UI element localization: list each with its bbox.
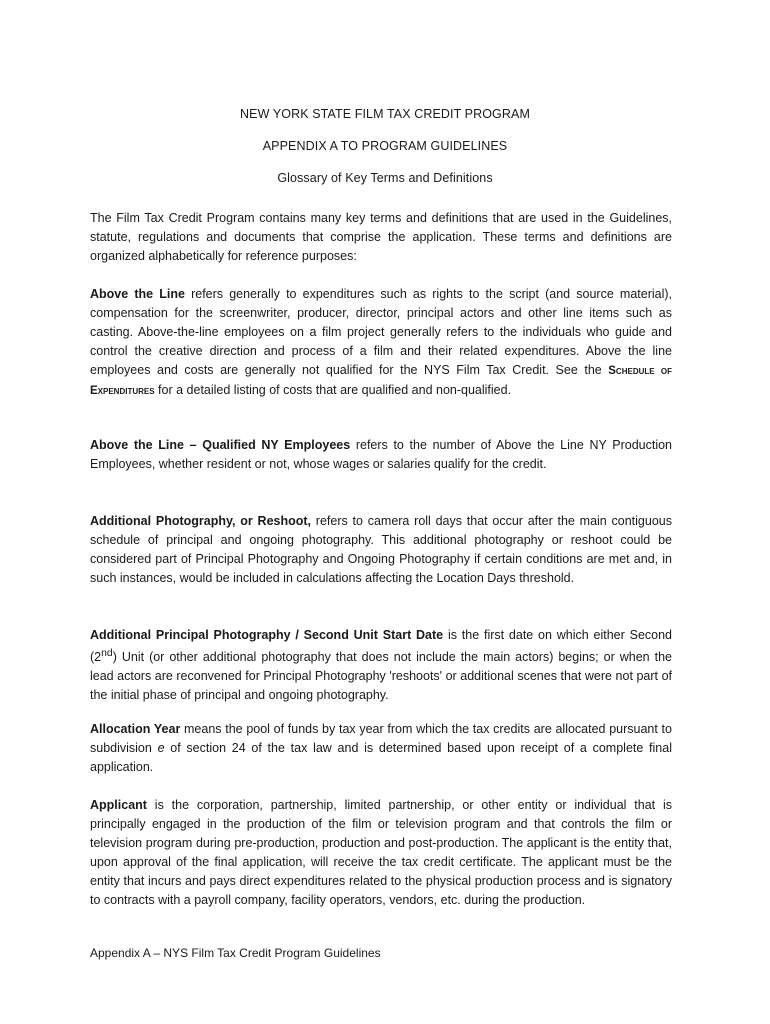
term-above-the-line-ny: Above the Line – Qualified NY Employees xyxy=(90,438,351,452)
entry-allocation-year xyxy=(90,720,672,777)
definition-text: is the first date on which either Second (2 xyxy=(90,628,673,665)
definition-text-cont: ) Unit (or other additional photography that does not include the main actors) begins; or when the lead actors are reconvened for Principal Photography 'reshoots' or additional scenes that were not part of the initial phase of principal and ongoing photography. xyxy=(90,650,672,702)
definition-text: refers to camera roll days that occur after the main contiguous schedule of principal and ongoing photography. This additional photography or reshoot could be considered part of Principal Photography and Ongoing Photography if certain conditions are met and, in such instances, would be included in calculations affecting the Location Days threshold. xyxy=(90,514,672,585)
term-additional-photography: Additional Photography, or Reshoot, xyxy=(90,514,312,528)
definition-text: means the pool of funds by tax year from which the tax credits are allocated pursuant to subdivision xyxy=(90,722,672,755)
entry-additional-principal-photography xyxy=(90,626,672,705)
definition-text: refers to the number of Above the Line NY Production Employees, whether resident or not, whose wages or salaries qualify for the credit. xyxy=(90,438,673,471)
entry-above-the-line xyxy=(90,285,672,400)
term-allocation-year: Allocation Year xyxy=(90,722,181,736)
glossary-title: Glossary of Key Terms and Definitions xyxy=(277,171,493,185)
definition-text: refers generally to expenditures such as rights to the script (and source material), compensation for the screenwriter, producer, director, principal actors and other line items such as casting. Above-the-line employees on a film project generally refers to the individuals who guide and control the creative direction and process of a film and their related expenditures. Above the line employees and costs are generally not qualified for the NYS Film Tax Credit. See the xyxy=(90,287,673,377)
term-additional-principal-photography: Additional Principal Photography / Second Unit Start Date xyxy=(90,628,444,642)
definition-text-cont: for a detailed listing of costs that are qualified and non-qualified. xyxy=(154,382,512,397)
ordinal-superscript: nd xyxy=(101,647,113,659)
program-title: NEW YORK STATE FILM TAX CREDIT PROGRAM xyxy=(240,107,530,121)
entry-applicant xyxy=(90,796,672,909)
definition-text: is the corporation, partnership, limited partnership, or other entity or individual that is principally engaged in the production of the film or television program and that controls the film or television program during pre-production, production and post-production. The applicant is the entity that, upon approval of the final application, will receive the tax credit certificate. The applicant must be the entity that incurs and pays direct expenditures related to the physical production process and is signatory to contracts with a payroll company, facility operators, vendors, etc. during the production. xyxy=(90,798,672,907)
term-above-the-line: Above the Line xyxy=(90,287,185,301)
schedule-of-expenditures-ref: Schedule of Expenditures xyxy=(90,364,672,397)
intro-text: The Film Tax Credit Program contains many key terms and definitions that are used in the Guidelines, statute, regulations and documents that comprise the application. These terms and definitions are organized alphabetically for reference purposes: xyxy=(90,211,672,263)
entry-above-the-line-ny xyxy=(90,436,672,474)
intro-paragraph xyxy=(90,209,672,266)
definition-text-cont: of section 24 of the tax law and is determined based upon receipt of a complete final application. xyxy=(90,740,672,774)
appendix-title: APPENDIX A TO PROGRAM GUIDELINES xyxy=(262,139,508,153)
subdivision-letter: e xyxy=(157,740,165,755)
term-applicant: Applicant xyxy=(90,798,147,812)
entry-additional-photography xyxy=(90,512,672,588)
page-footer: Appendix A – NYS Film Tax Credit Program Guidelines xyxy=(90,946,381,960)
